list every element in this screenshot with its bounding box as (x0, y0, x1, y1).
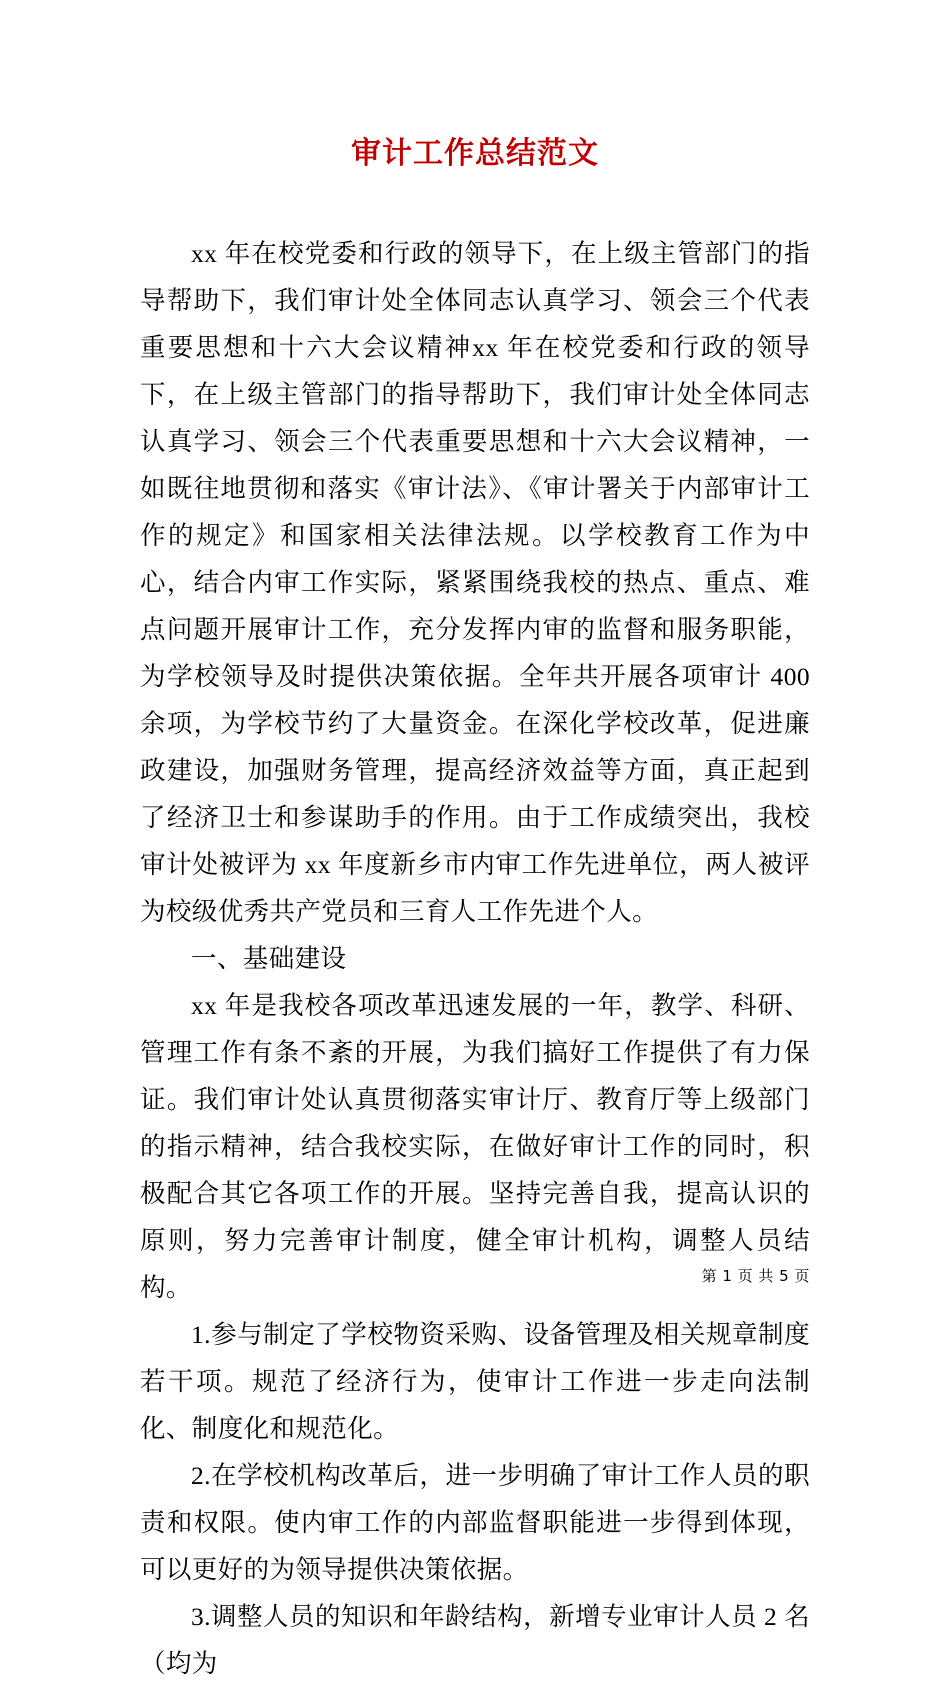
paragraph-heading-1: 一、基础建设 (191, 944, 347, 973)
paragraph-item-3: 3.调整人员的知识和年龄结构，新增专业审计人员 2 名（均为 (140, 1602, 810, 1678)
paragraph-item-1: 1.参与制定了学校物资采购、设备管理及相关规章制度若干项。规范了经济行为，使审计工作进一步走向法制化、制度化和规范化。 (140, 1320, 810, 1443)
document-body (140, 230, 810, 1687)
paragraph: xx 年是我校各项改革迅速发展的一年，教学、科研、管理工作有条不紊的开展，为我们搞好工作提供了有力保证。我们审计处认真贯彻落实审计厅、教育厅等上级部门的指示精神，结合我校实际，在做好审计工作的同时，积极配合其它各项工作的开展。坚持完善自我，提高认识的原则，努力完善审计制度，健全审计机构，调整人员结构。 (140, 991, 810, 1302)
page-number-footer: 第 1 页 共 5 页 (701, 1267, 810, 1285)
paragraph: xx 年在校党委和行政的领导下，在上级主管部门的指导帮助下，我们审计处全体同志认真学习、领会三个代表重要思想和十六大会议精神xx 年在校党委和行政的领导下，在上级主管部门的指导帮助下，我们审计处全体同志认真学习、领会三个代表重要思想和十六大会议精神，一如既往地贯彻和落实《审计法》、《审计署关于内部审计工作的规定》和国家相关法律法规。以学校教育工作为中心，结合内审工作实际，紧紧围绕我校的热点、重点、难点问题开展审计工作，充分发挥内审的监督和服务职能，为学校领导及时提供决策依据。全年共开展各项审计 400 余项，为学校节约了大量资金。在深化学校改革，促进廉政建设，加强财务管理，提高经济效益等方面，真正起到了经济卫士和参谋助手的作用。由于工作成绩突出，我校审计处被评为 xx 年度新乡市内审工作先进单位，两人被评为校级优秀共产党员和三育人工作先进个人。 (140, 239, 810, 926)
page-title: 审计工作总结范文 (351, 136, 599, 171)
paragraph-item-2: 2.在学校机构改革后，进一步明确了审计工作人员的职责和权限。使内审工作的内部监督职能进一步得到体现，可以更好的为领导提供决策依据。 (140, 1461, 810, 1584)
